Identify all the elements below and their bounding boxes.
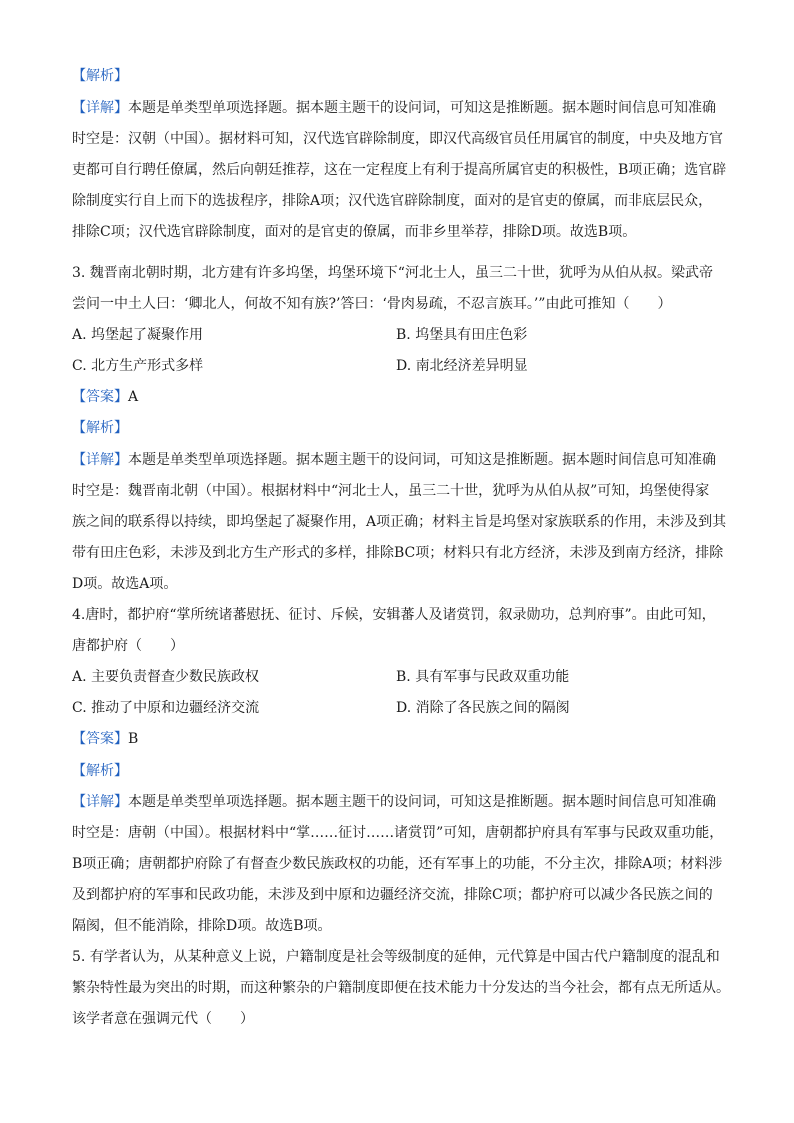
detail-text: 除制度实行自上而下的选拔程序，排除A项；汉代选官辟除制度，面对的是官吏的僚属，而非底层民众，	[72, 193, 713, 209]
detail-text: 时空是：唐朝（中国）。根据材料中“掌……征讨……诸赏罚”可知，唐朝都护府具有军事与民政双重功能，	[72, 825, 724, 841]
detail-text: 带有田庄色彩，未涉及到北方生产形式的多样，排除BC项；材料只有北方经济，未涉及到南方经济，排除	[72, 545, 724, 561]
q4-option-b: B. 具有军事与民政双重功能	[396, 669, 570, 685]
answer-label: 【答案】	[72, 731, 128, 747]
detail-label: 【详解】	[72, 100, 128, 116]
q3-answer	[72, 387, 138, 407]
detail-text: 排除C项；汉代选官辟除制度，面对的是官吏的僚属，而非乡里举荐，排除D项。故选B项。	[72, 224, 637, 240]
detail-text: 本题是单类型单项选择题。据本题主题干的设问词，可知这是推断题。据本题时间信息可知准确	[128, 100, 716, 116]
analysis-heading: 【解析】	[72, 763, 128, 779]
q3-option-a: A. 坞堡起了凝聚作用	[72, 327, 204, 343]
q4-option-c: C. 推动了中原和边疆经济交流	[72, 700, 260, 716]
question-5-stem: 该学者意在强调元代（ ）	[72, 1011, 254, 1027]
question-5-stem: 繁杂特性最为突出的时期，而这种繁杂的户籍制度即便在技术能力十分发达的当今社会，都有点无所适从。	[72, 980, 730, 996]
detail-line	[72, 450, 716, 470]
detail-label: 【详解】	[72, 452, 128, 468]
analysis-heading: 【解析】	[72, 68, 128, 84]
q3-option-c: C. 北方生产形式多样	[72, 358, 204, 374]
detail-text: 族之间的联系得以持续，即坞堡起了凝聚作用，A项正确；材料主旨是坞堡对家族联系的作用，未涉及到其	[72, 514, 727, 530]
q3-option-b: B. 坞堡具有田庄色彩	[396, 327, 528, 343]
detail-text: 时空是：汉朝（中国）。据材料可知，汉代选官辟除制度，即汉代高级官员任用属官的制度，中央及地方官	[72, 131, 723, 147]
detail-text: 本题是单类型单项选择题。据本题主题干的设问词，可知这是推断题。据本题时间信息可知准确	[128, 794, 716, 810]
question-4-stem: 4.唐时，都护府“掌所统诸蕃慰抚、征讨、斥候，安辑蕃人及诸赏罚，叙录勋功，总判府事”。由此可知，	[72, 607, 716, 623]
q3-option-d: D. 南北经济差异明显	[396, 358, 528, 374]
detail-text: B项正确；唐朝都护府除了有督查少数民族政权的功能，还有军事上的功能，不分主次，排除A项；材料涉	[72, 856, 723, 872]
question-3-stem: 3. 魏晋南北朝时期，北方建有许多坞堡，坞堡环境下“河北士人，虽三二十世，犹呼为从伯从叔。梁武帝	[72, 265, 713, 281]
detail-text: 吏都可自行聘任僚属，然后向朝廷推荐，这在一定程度上有利于提高所属官吏的积极性，B项正确；选官辟	[72, 162, 727, 178]
q4-option-a: A. 主要负责督查少数民族政权	[72, 669, 260, 685]
q4-option-d: D. 消除了各民族之间的隔阂	[396, 700, 570, 716]
detail-text: D项。故选A项。	[72, 576, 178, 592]
q4-answer	[72, 729, 138, 749]
answer-label: 【答案】	[72, 389, 128, 405]
detail-text: 隔阂，但不能消除，排除D项。故选B项。	[72, 918, 332, 934]
question-3-stem: 尝问一中土人曰：‘卿北人，何故不知有族?’答曰：‘骨肉易疏，不忍言族耳。’”由此可推知（ ）	[72, 296, 672, 312]
detail-label: 【详解】	[72, 794, 128, 810]
answer-value: B	[128, 731, 139, 747]
detail-line	[72, 792, 716, 812]
question-4-stem: 唐都护府（ ）	[72, 638, 184, 654]
detail-text: 本题是单类型单项选择题。据本题主题干的设问词，可知这是推断题。据本题时间信息可知准确	[128, 452, 716, 468]
analysis-heading: 【解析】	[72, 420, 128, 436]
detail-line	[72, 98, 716, 118]
detail-text: 及到都护府的军事和民政功能，未涉及到中原和边疆经济交流，排除C项；都护府可以减少各民族之间的	[72, 887, 713, 903]
detail-text: 时空是：魏晋南北朝（中国）。根据材料中“河北士人，虽三二十世，犹呼为从伯从叔”可知，坞堡使得家	[72, 483, 710, 499]
answer-value: A	[128, 389, 139, 405]
question-5-stem: 5. 有学者认为，从某种意义上说，户籍制度是社会等级制度的延伸，元代算是中国古代户籍制度的混乱和	[72, 949, 720, 965]
